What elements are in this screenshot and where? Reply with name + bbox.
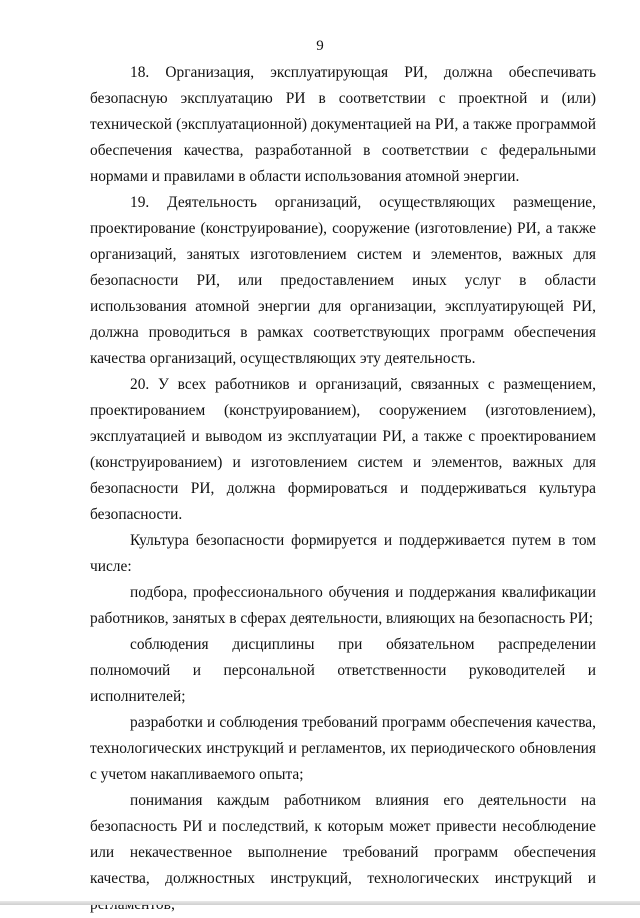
list-item-understanding: понимания каждым работником влияния его деятельности на безопасность РИ и последствий, к которым может привести несоблюдение или некачественное выполнение требований программ обеспечения качества, должностных инструкций, технологических инструкций и [90,792,596,887]
safety-culture-intro: Культура безопасности формируется и поддерживается путем в том числе: [90,532,596,575]
list-item-quality-programs: разработки и соблюдения требований программ обеспечения качества, технологических инструкций и регламентов, их периодического обновления с учетом накапливаемого опыта; [90,714,596,783]
list-item-personnel-selection: подбора, профессионального обучения и поддержания квалификации работников, занятых в сферах деятельности, влияющих на безопасность РИ; [90,584,596,627]
list-item-discipline: соблюдения дисциплины при обязательном распределении полномочий и персональной ответственности руководителей и исполнителей; [90,636,596,705]
paragraph-20: 20. У всех работников и организаций, связанных с размещением, проектированием (конструированием), сооружением (изготовлением), эксплуатацией и выводом из эксплуатации РИ, а также с проектированием (конструированием) и изготовлением систем и элементов, важных для безопасности РИ, должна формироваться и поддерживаться культура безопасности. [90,376,596,523]
page-number: 9 [316,38,324,54]
document-body [90,60,596,918]
paragraph-19: 19. Деятельность организаций, осуществляющих размещение, проектирование (конструирование), сооружение (изготовление) РИ, а также организаций, занятых изготовлением систем и элементов, важных для безопасности РИ, или предоставлением иных услуг в области использования атомной энергии для организации, эксплуатирующей РИ, должна проводиться в рамках соответствующих программ обеспечения качества организаций, осуществляющих эту деятельность. [90,194,596,367]
scan-bottom-edge [0,901,640,905]
paragraph-18: 18. Организация, эксплуатирующая РИ, должна обеспечивать безопасную эксплуатацию РИ в соответствии с проектной и (или) технической (эксплуатационной) документацией на РИ, а также программой обеспечения качества, разработанной в соответствии с федеральными нормами и правилами в области использования атомной энергии. [90,64,596,185]
